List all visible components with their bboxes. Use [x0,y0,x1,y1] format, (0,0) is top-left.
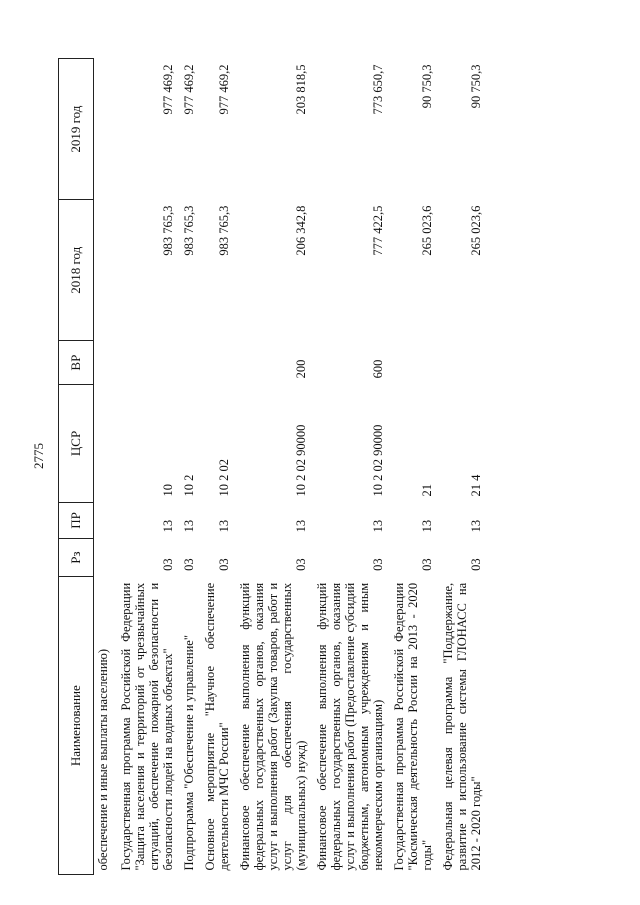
header-rz: Рз [59,538,94,576]
row-vr: 600 [371,359,385,379]
row-2019 [94,59,117,200]
row-rz: 03 [420,558,434,571]
header-csr: ЦСР [59,384,94,502]
row-name: Финансовое обеспечение выполнения функций федеральных государственных органов, оказания услуг и выполнения работ (Предоставление субсидий бюджетным, автономным учреждениям и иным некоммерческим организациям) [315,582,385,871]
row-2019: 977 469,2 [161,64,175,115]
row-name: Основное мероприятие "Научное обеспечение деятельности МЧС России" [203,582,231,871]
row-vr [438,341,487,385]
table-row [200,59,235,875]
row-csr: 10 2 [182,474,196,497]
row-csr: 21 4 [469,474,483,497]
row-pr: 13 [294,519,308,533]
row-csr: 10 2 02 90000 [294,424,308,497]
row-rz: 03 [294,558,308,571]
row-2018: 265 023,6 [469,205,483,256]
table-row [438,59,487,875]
row-vr [94,341,117,385]
row-csr: 21 [420,483,434,497]
row-pr: 13 [161,519,175,533]
row-2018: 206 342,8 [294,205,308,256]
row-rz: 03 [371,558,385,571]
row-2018: 777 422,5 [371,205,385,256]
row-2018: 983 765,3 [182,205,196,256]
header-vr: ВР [59,341,94,385]
header-2019: 2019 год [59,59,94,200]
budget-table [58,58,487,875]
table-row [312,59,389,875]
row-vr [116,341,179,385]
row-name: обеспечение и иные выплаты населению) [96,648,110,871]
row-vr [389,341,438,385]
row-name: Подпрограмма "Обеспечение и управление" [182,635,196,871]
table-row [179,59,200,875]
row-name: Государственная программа Российской Федерации "Защита населения и территорий от чрезвычайных ситуаций, обеспечение пожарной безопасности и безопасности людей на водных объектах" [119,582,175,871]
row-rz: 03 [469,558,483,571]
header-2018: 2018 год [59,200,94,341]
row-pr: 13 [217,519,231,533]
header-pr: ПР [59,502,94,538]
row-csr [94,384,117,502]
row-rz [94,538,117,576]
table-row [235,59,312,875]
table-row [116,59,179,875]
rotated-table-sheet [58,58,613,875]
row-2019: 977 469,2 [182,64,196,115]
row-2019: 203 818,5 [294,64,308,115]
row-name: Государственная программа Российской Федерации "Космическая деятельность России на 2013 - 2020 годы" [392,582,434,871]
table-row [94,59,117,875]
page-number: 2775 [31,443,46,469]
row-pr [94,502,117,538]
row-2019: 90 750,3 [420,64,434,109]
header-name: Наименование [59,577,94,875]
row-rz: 03 [161,558,175,571]
row-2019: 977 469,2 [217,64,231,115]
row-vr: 200 [294,359,308,379]
row-2018 [94,200,117,341]
row-2018: 983 765,3 [217,205,231,256]
row-2018: 265 023,6 [420,205,434,256]
table-header-row [59,59,94,875]
row-csr: 10 [161,483,175,497]
row-csr: 10 2 02 [217,458,231,497]
row-2019: 773 650,7 [371,64,385,115]
row-name: Финансовое обеспечение выполнения функций федеральных государственных органов, оказания услуг и выполнения работ (Закупка товаров, работ и услуг для обеспечения государственных (муниципальных) нужд) [238,582,308,871]
row-csr: 10 2 02 90000 [371,424,385,497]
row-rz: 03 [182,558,196,571]
row-2019: 90 750,3 [469,64,483,109]
row-pr: 13 [469,519,483,533]
row-pr: 13 [420,519,434,533]
row-rz: 03 [217,558,231,571]
table-row [389,59,438,875]
row-pr: 13 [182,519,196,533]
row-vr [179,341,200,385]
row-pr: 13 [371,519,385,533]
row-name: Федеральная целевая программа "Поддержание, развитие и использование системы ГЛОНАСС на 2012 - 2020 годы" [441,582,483,871]
row-2018: 983 765,3 [161,205,175,256]
row-vr [200,341,235,385]
